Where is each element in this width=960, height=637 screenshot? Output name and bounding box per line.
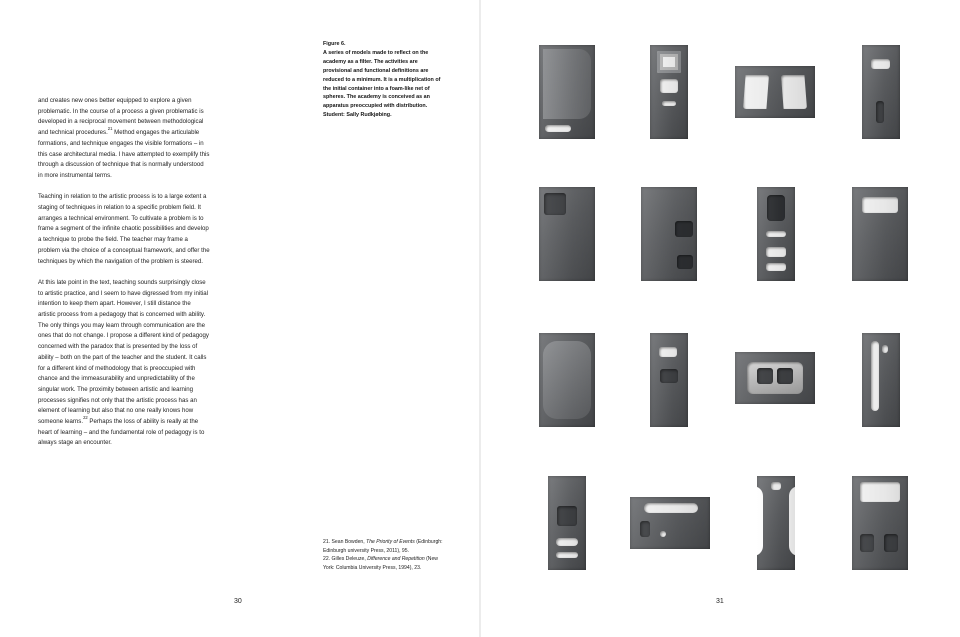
model-opening (644, 503, 698, 513)
model-opening (757, 486, 763, 556)
model-recess (884, 534, 898, 552)
model-photo (852, 476, 908, 570)
model-opening (677, 255, 693, 269)
model-opening (789, 486, 795, 556)
footnote-publication: (Edinburgh: Edinburgh university Press, 2011), 95. (323, 539, 443, 554)
model-photo (852, 187, 908, 281)
model-opening (657, 51, 681, 73)
model-photo (641, 187, 697, 281)
paragraph-3-text-a: At this late point in the text, teaching sounds surprisingly close to artistic practice, and I seem to have digressed from my initial intention to keep them apart. However, I still distance the artistic process from a pedagogy that is concerned with ability. The only things you may learn through communication are the ones that do not change. I propose a different kind of pedagogy concerned with the paradox that is presented by the loss of ability – both on the part of the teacher and the student. It calls for a different kind of methodology that is preoccupied with chance and the immeasurability and unpredictability of the singular work. The proximity between artistic and learning processes signifies not only that the artistic process has an element of learning but also that no one really knows how someone learns. (38, 278, 209, 426)
footnote-number: 22. (323, 556, 331, 563)
model-opening (660, 79, 678, 93)
model-opening (871, 341, 879, 411)
model-opening (662, 101, 676, 106)
paragraph-1-text-a: and creates new ones better equipped to explore a given problematic. In the course of a process a given problematic is developed in a reciprocal movement between methodological and technical procedures. (38, 97, 204, 137)
paragraph-2-text: Teaching in relation to the artistic process is to a large extent a staging of techniques in relation to a specific problem field. It arranges a technical environment. To cultivate a problem is to frame a segment of the infinite chaotic possibilities and develop a technique to probe the field. The teacher may frame a problem via the choice of a conceptual framework, and offer the techniques by which the navigation of the problem is steered. (38, 193, 210, 265)
model-recess (640, 521, 650, 537)
model-photo (539, 333, 595, 427)
model-photo (539, 45, 595, 139)
paragraph-3-text-b: Perhaps the loss of ability is really at the heart of learning – and the fundamental role of pedagogy is to always stage an encounter. (38, 418, 205, 447)
footnote-22 (323, 555, 445, 572)
page-number-right: 31 (716, 598, 724, 605)
model-recess (876, 101, 884, 123)
body-text (38, 96, 210, 460)
model-opening (860, 482, 900, 502)
footnote-author: Sean Bowden, (331, 539, 367, 545)
model-opening (771, 482, 781, 490)
figure-caption (323, 40, 445, 120)
model-photo (735, 352, 815, 404)
model-opening (556, 552, 578, 558)
model-photo (735, 66, 815, 118)
footnote-title: The Priority of Events (366, 539, 415, 545)
caption-text: A series of models made to reflect on the academy as a filter. The activities are provisional and functional definitions are reduced to a minimum. It is a multiplication of the initial container into a foam-like net of spheres. The academy is conceived as an apparatus preoccupied with distribution. Student: Sally Rudkjøbing. (323, 49, 441, 119)
model-opening (556, 538, 578, 546)
paragraph-2 (38, 192, 210, 267)
model-opening (781, 75, 807, 109)
model-recess (660, 369, 678, 383)
footnote-ref-21[interactable]: 21 (107, 126, 113, 132)
model-opening (675, 221, 693, 237)
model-recess (544, 193, 566, 215)
page-number-left: 30 (234, 598, 242, 605)
footnote-21 (323, 538, 445, 555)
model-recess (757, 368, 773, 384)
model-recess (777, 368, 793, 384)
model-opening (660, 531, 666, 537)
model-opening (659, 347, 677, 357)
model-highlight (543, 49, 591, 119)
model-photo (862, 333, 900, 427)
model-opening (545, 125, 571, 132)
footnote-title: Difference and Repetition (367, 556, 425, 563)
model-photo (539, 187, 595, 281)
footnote-publication: (New York: Columbia University Press, 1994), 23. (323, 556, 438, 572)
model-photo (757, 476, 795, 570)
model-photo (630, 497, 710, 549)
model-highlight (543, 341, 591, 419)
paragraph-1-text-b: Method engages the articulable formations, and technique engages the visible formations – in this case architectural media. I have attempted to exemplify this through a discussion of technique that is normally understood in more instrumental terms. (38, 129, 210, 179)
figure-label: Figure 6. (323, 41, 346, 47)
model-photo (650, 45, 688, 139)
model-opening (743, 75, 769, 109)
model-opening (747, 362, 803, 394)
page-gutter (479, 0, 481, 637)
model-photo (862, 45, 900, 139)
model-recess (860, 534, 874, 552)
footnote-author: Gilles Deleuze, (331, 556, 368, 563)
model-opening (766, 231, 786, 237)
model-photo (650, 333, 688, 427)
model-opening (871, 59, 890, 69)
model-opening (862, 197, 898, 213)
model-photo (757, 187, 795, 281)
paragraph-1 (38, 96, 210, 182)
model-opening (766, 247, 786, 257)
model-photo (548, 476, 586, 570)
model-opening (767, 195, 785, 221)
model-recess (557, 506, 577, 526)
model-opening (882, 345, 888, 353)
footnote-number: 21. (323, 539, 331, 545)
footnote-ref-22[interactable]: 22 (83, 415, 88, 421)
footnotes (323, 538, 445, 573)
paragraph-3 (38, 278, 210, 449)
model-opening (766, 263, 786, 271)
